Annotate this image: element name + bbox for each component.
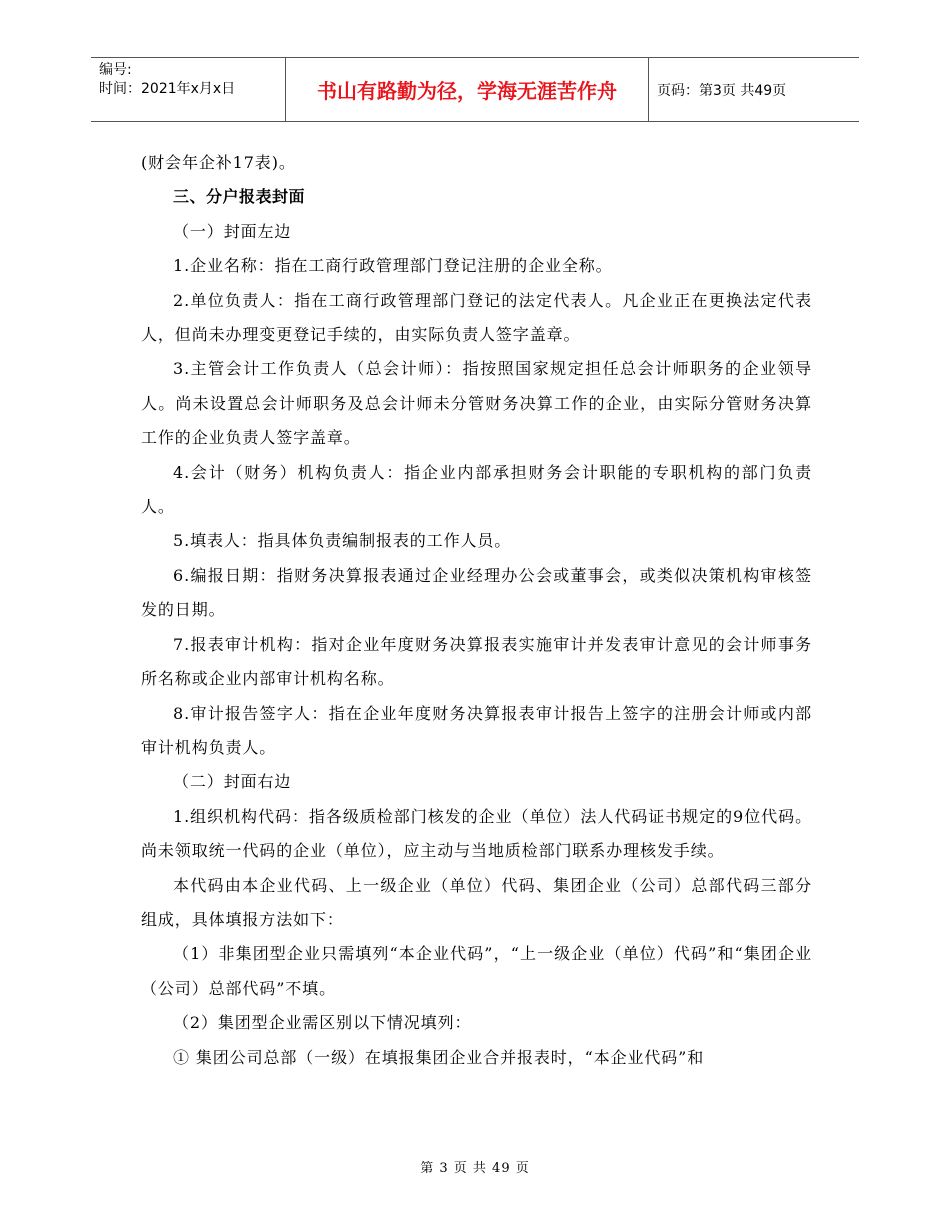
document-body xyxy=(141,146,812,1075)
paragraph: （2）集团型企业需区别以下情况填列： xyxy=(173,1013,472,1033)
page-header xyxy=(91,57,859,122)
paragraph: 1.组织机构代码：指各级质检部门核发的企业（单位）法人代码证书规定的9位代码。尚未领取统一代码的企业（单位），应主动与当地质检部门联系办理核发手续。 xyxy=(141,806,812,861)
paragraph: 5.填表人：指具体负责编制报表的工作人员。 xyxy=(173,531,512,551)
paragraph: （1）非集团型企业只需填列“本企业代码”，“上一级企业（单位）代码”和“集团企业（公司）总部代码”不填。 xyxy=(141,944,812,998)
subsection-heading: （一）封面左边 xyxy=(173,221,292,241)
paragraph: 3.主管会计工作负责人（总会计师）：指按照国家规定担任总会计师职务的企业领导人。尚未设置总会计师职务及总会计师未分管财务决算工作的企业，由实际分管财务决算工作的企业负责人签字盖章。 xyxy=(141,359,812,448)
paragraph: 6.编报日期：指财务决算报表通过企业经理办公会或董事会，或类似决策机构审核签发的日期。 xyxy=(141,565,812,620)
paragraph: 7.报表审计机构：指对企业年度财务决算报表实施审计并发表审计意见的会计师事务所名称或企业内部审计机构名称。 xyxy=(141,634,812,689)
paragraph: ① 集团公司总部（一级）在填报集团企业合并报表时，“本企业代码”和 xyxy=(173,1047,705,1067)
header-motto: 书山有路勤为径，学海无涯苦作舟 xyxy=(285,58,649,121)
section-heading: 三、分户报表封面 xyxy=(173,187,306,207)
header-page-info: 页码：第3页 共49页 xyxy=(657,82,787,99)
header-meta xyxy=(99,61,285,99)
paragraph: 4.会计（财务）机构负责人：指企业内部承担财务会计职能的专职机构的部门负责人。 xyxy=(141,462,812,517)
paragraph: (财会年企补17表)。 xyxy=(141,153,296,172)
paragraph: 1.企业名称：指在工商行政管理部门登记注册的企业全称。 xyxy=(173,256,613,276)
page-footer: 第 3 页 共 49 页 xyxy=(420,1161,530,1176)
paragraph: 8.审计报告签字人：指在企业年度财务决算报表审计报告上签字的注册会计师或内部审计机构负责人。 xyxy=(141,703,812,757)
paragraph: 2.单位负责人：指在工商行政管理部门登记的法定代表人。凡企业正在更换法定代表人，但尚未办理变更登记手续的，由实际负责人签字盖章。 xyxy=(141,290,812,345)
subsection-heading: （二）封面右边 xyxy=(173,772,292,792)
paragraph: 本代码由本企业代码、上一级企业（单位）代码、集团企业（公司）总部代码三部分组成，具体填报方法如下： xyxy=(141,875,812,929)
document-number-label: 编号: xyxy=(99,62,132,78)
document-time: 时间：2021年x月x日 xyxy=(99,81,236,97)
